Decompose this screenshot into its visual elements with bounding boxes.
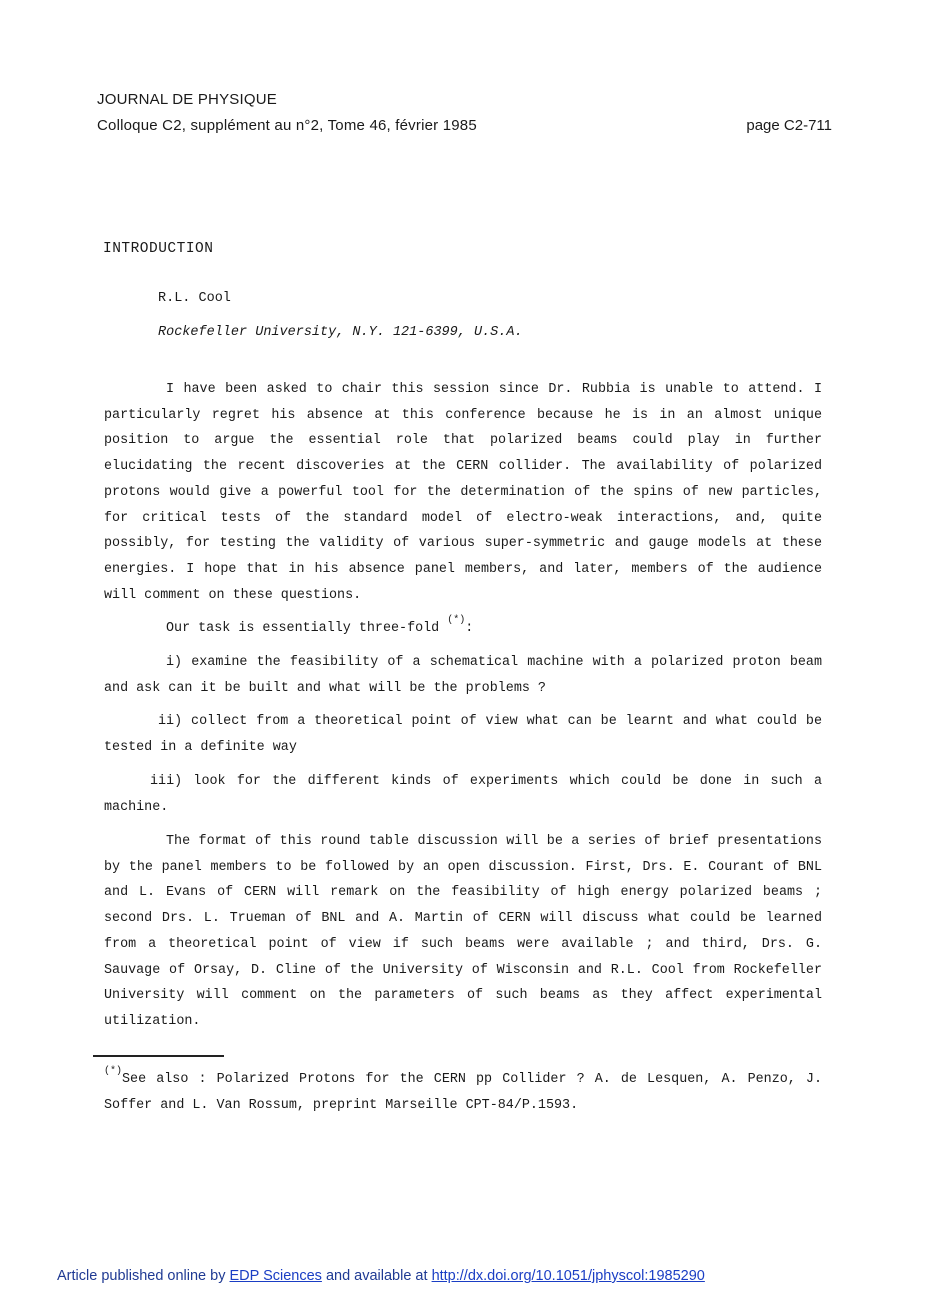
colloque-reference: Colloque C2, supplément au n°2, Tome 46, février 1985 bbox=[97, 117, 477, 134]
footnote bbox=[104, 1067, 822, 1119]
footnote-text: See also : Polarized Protons for the CERN pp Collider ? A. de Lesquen, A. Penzo, J. Soffer and L. Van Rossum, preprint Marseille CPT-84/P.1593. bbox=[104, 1072, 822, 1113]
journal-name: JOURNAL DE PHYSIQUE bbox=[97, 91, 277, 108]
footnote-divider bbox=[93, 1055, 224, 1057]
publication-notice bbox=[57, 1268, 705, 1284]
author-affiliation: Rockefeller University, N.Y. 121-6399, U.S.A. bbox=[158, 325, 523, 340]
publisher-link[interactable]: EDP Sciences bbox=[229, 1268, 322, 1284]
list-item bbox=[104, 769, 822, 820]
footnote-reference[interactable]: (*) bbox=[447, 615, 466, 626]
paragraph-task bbox=[104, 616, 822, 642]
footnote-mark: (*) bbox=[104, 1066, 123, 1077]
list-item-text: examine the feasibility of a schematical machine with a polarized proton beam and ask can it be built and what will be the problems ? bbox=[104, 655, 822, 696]
list-item bbox=[104, 709, 822, 760]
page-number: page C2-711 bbox=[746, 117, 832, 134]
list-item-text: look for the different kinds of experiments which could be done in such a machine. bbox=[104, 774, 822, 815]
author-name: R.L. Cool bbox=[158, 291, 231, 306]
list-item-text: collect from a theoretical point of view what can be learnt and what could be tested in a definite way bbox=[104, 714, 823, 755]
list-item-number: ii) bbox=[158, 714, 183, 729]
paragraph-format: The format of this round table discussion will be a series of brief presentations by the panel members to be followed by an open discussion. First, Drs. E. Courant of BNL and L. Evans of CERN will remark on the feasibility of high energy polarized beams ; second Drs. L. Trueman of BNL and A. Martin of CERN will discuss what could be learned from a theoretical point of view if such beams were available ; and third, Drs. G. Sauvage of Orsay, D. Cline of the University of Wisconsin and R.L. Cool from Rockefeller University will comment on the parameters of such beams as they affect experimental utilization. bbox=[104, 834, 822, 1029]
paragraph-intro: I have been asked to chair this session since Dr. Rubbia is unable to attend. I particularly regret his absence at this conference because he is in an almost unique position to argue the essential role that polarized beams could play in further elucidating the recent discoveries at the CERN collider. The availability of polarized protons would give a powerful tool for the determination of the spins of new particles, for critical tests of the standard model of electro-weak interactions, and, quite possibly, for testing the validity of various super-symmetric and gauge models at these energies. I hope that in his absence panel members, and later, members of the audience will comment on these questions. bbox=[104, 382, 822, 603]
paragraph-task-text: Our task is essentially three-fold bbox=[166, 621, 440, 636]
paragraph-task-colon: : bbox=[465, 621, 474, 636]
publication-notice-middle: and available at bbox=[321, 1268, 432, 1284]
list-item-number: iii) bbox=[150, 774, 183, 789]
publication-notice-prefix: Article published online by bbox=[57, 1268, 230, 1284]
list-item-number: i) bbox=[166, 655, 183, 670]
section-title: INTRODUCTION bbox=[103, 241, 214, 257]
doi-link[interactable]: http://dx.doi.org/10.1051/jphyscol:1985290 bbox=[431, 1268, 705, 1284]
list-item bbox=[104, 650, 822, 701]
